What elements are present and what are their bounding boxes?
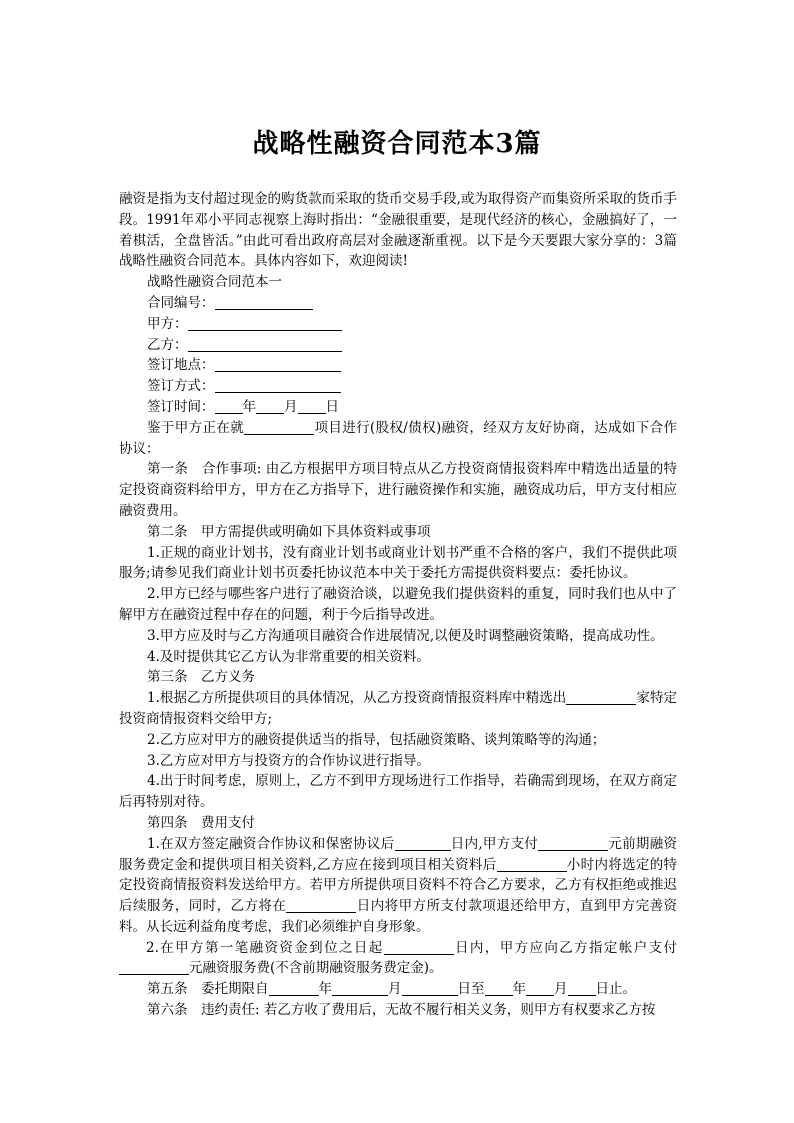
blank-line [215,378,341,393]
field-label: 甲方： [147,315,188,332]
item-text: 日内，甲方应向乙方指定帐户支付 [453,939,677,956]
intro-paragraph: 融资是指为支付超过现金的购货款而采取的货币交易手段,或为取得资产而集资所采取的货币手段。1991年邓小平同志视察上海时指出：“金融很重要，是现代经济的核心，金融搞好了，一着棋活，全盘皆活。”由此可看出政府高层对金融逐渐重视。以下是今天要跟大家分享的：3篇战略性融资合同范本。具体内容如下，欢迎阅读! [119,191,677,270]
document-body [119,189,677,1021]
article-6: 第六条 违约责任: 若乙方收了费用后，无故不履行相关义务，则甲方有权要求乙方按 [147,1002,656,1019]
field-sign-time [119,397,677,418]
preamble-paragraph [119,418,677,460]
item-text: 月 [554,981,568,998]
article-2-item: 1.正规的商业计划书，没有商业计划书或商业计划书严重不合格的客户，我们不提供此项服务;请参见我们商业计划书页委托协议范本中关于委托方需提供资料要点：委托协议。 [119,544,677,582]
blank-line [269,981,319,996]
item-text: 日内将甲方所支付款项退还给甲方，直到甲方完善资料。从长远利益角度考虑，我们必须维护自身形象。 [119,898,678,935]
blank-line [298,399,326,414]
item-text: 元融资服务费(不含前期融资服务费定金)。 [189,960,443,977]
preamble-text: 鉴于甲方正在就 [147,419,245,436]
blank-line [485,981,513,996]
item-text: 小时内将选定的特定投资商情报资料发送给甲方。若甲方所提供项目资料不符合乙方要求，乙方有权拒绝或推迟后续服务，同时，乙方将在 [119,856,678,915]
blank-line [188,337,342,352]
item-text: 月 [388,981,402,998]
item-text: 日内,甲方支付 [450,835,539,852]
blank-line [395,836,451,851]
blank-line [244,420,314,435]
blank-line [384,940,454,955]
field-label: 合同编号： [147,294,215,311]
blank-line [402,981,458,996]
blank-line [215,295,313,310]
article-2-item: 2.甲方已经与哪些客户进行了融资洽谈，以避免我们提供资料的重复，同时我们也从中了解甲方在融资过程中存在的问题，利于今后指导改进。 [119,586,677,623]
article-3-item: 4.出于时间考虑，原则上，乙方不到甲方现场进行工作指导，若确需到现场，在双方商定后再特别对待。 [119,773,677,811]
day-label: 日 [325,398,339,415]
field-label: 签订时间： [147,398,215,415]
blank-line [256,399,284,414]
blank-line [215,357,341,372]
field-label: 签订方式： [147,378,215,395]
item-text: 2.在甲方第一笔融资资金到位之日起 [146,939,384,956]
article-3-heading: 第三条 乙方义务 [147,669,255,686]
item-text: 日至 [457,981,485,998]
article-4-item [119,938,677,980]
section-heading: 战略性融资合同范本一 [147,274,282,291]
item-text: 日止。 [595,981,636,998]
item-text: 1.根据乙方所提供项目的具体情况，从乙方投资商情报资料库中精选出 [147,690,567,707]
article-2-item: 4.及时提供其它乙方认为非常重要的相关资料。 [147,648,430,665]
item-text: 年 [318,981,332,998]
blank-line [568,981,596,996]
month-label: 月 [284,398,298,415]
blank-line [188,316,342,331]
document-title: 战略性融资合同范本3篇 [252,129,542,159]
article-2-heading: 第二条 甲方需提供或明确如下具体资料或事项 [147,523,431,540]
field-label: 签订地点： [147,357,215,374]
field-party-b [119,335,677,356]
item-text: 1.在双方签定融资合作协议和保密协议后 [147,835,395,852]
blank-line [119,960,189,975]
field-sign-method [119,376,677,397]
item-text: 家特定投资商情报资料交给甲方; [119,690,678,727]
item-text: 元前期融资服务费定金和提供项目相关资料,乙方应在接到项目相关资料后 [119,835,677,873]
blank-line [497,857,567,872]
field-sign-place [119,355,677,376]
field-party-a [119,314,677,335]
blank-line [332,981,388,996]
article-3-item: 2.乙方应对甲方的融资提供适当的指导，包括融资策略、谈判策略等的沟通； [147,731,606,748]
article-5 [119,979,677,1000]
blank-line [538,836,608,851]
article-3-item [119,688,677,730]
article-2-item: 3.甲方应及时与乙方沟通项目融资合作进展情况,以便及时调整融资策略，提高成功性。 [147,627,664,644]
article-1: 第一条 合作事项: 由乙方根据甲方项目特点从乙方投资商情报资料库中精选出适量的特定投资商资料给甲方，甲方在乙方指导下，进行融资操作和实施，融资成功后，甲方支付相应融资费用。 [119,461,677,519]
blank-line [286,898,356,913]
article-4-item [119,834,677,938]
blank-line [526,981,554,996]
field-contract-no [119,293,677,314]
field-label: 乙方： [147,336,188,353]
blank-line [566,690,636,705]
preamble-text: 项目进行(股权/债权)融资，经双方友好协商，达成如下合作协议： [119,419,678,457]
item-text: 第五条 委托期限自 [147,981,269,998]
article-3-item: 3.乙方应对甲方与投资方的合作协议进行指导。 [147,752,430,769]
blank-line [215,399,243,414]
item-text: 年 [512,981,526,998]
article-4-heading: 第四条 费用支付 [147,814,255,831]
year-label: 年 [242,398,256,415]
